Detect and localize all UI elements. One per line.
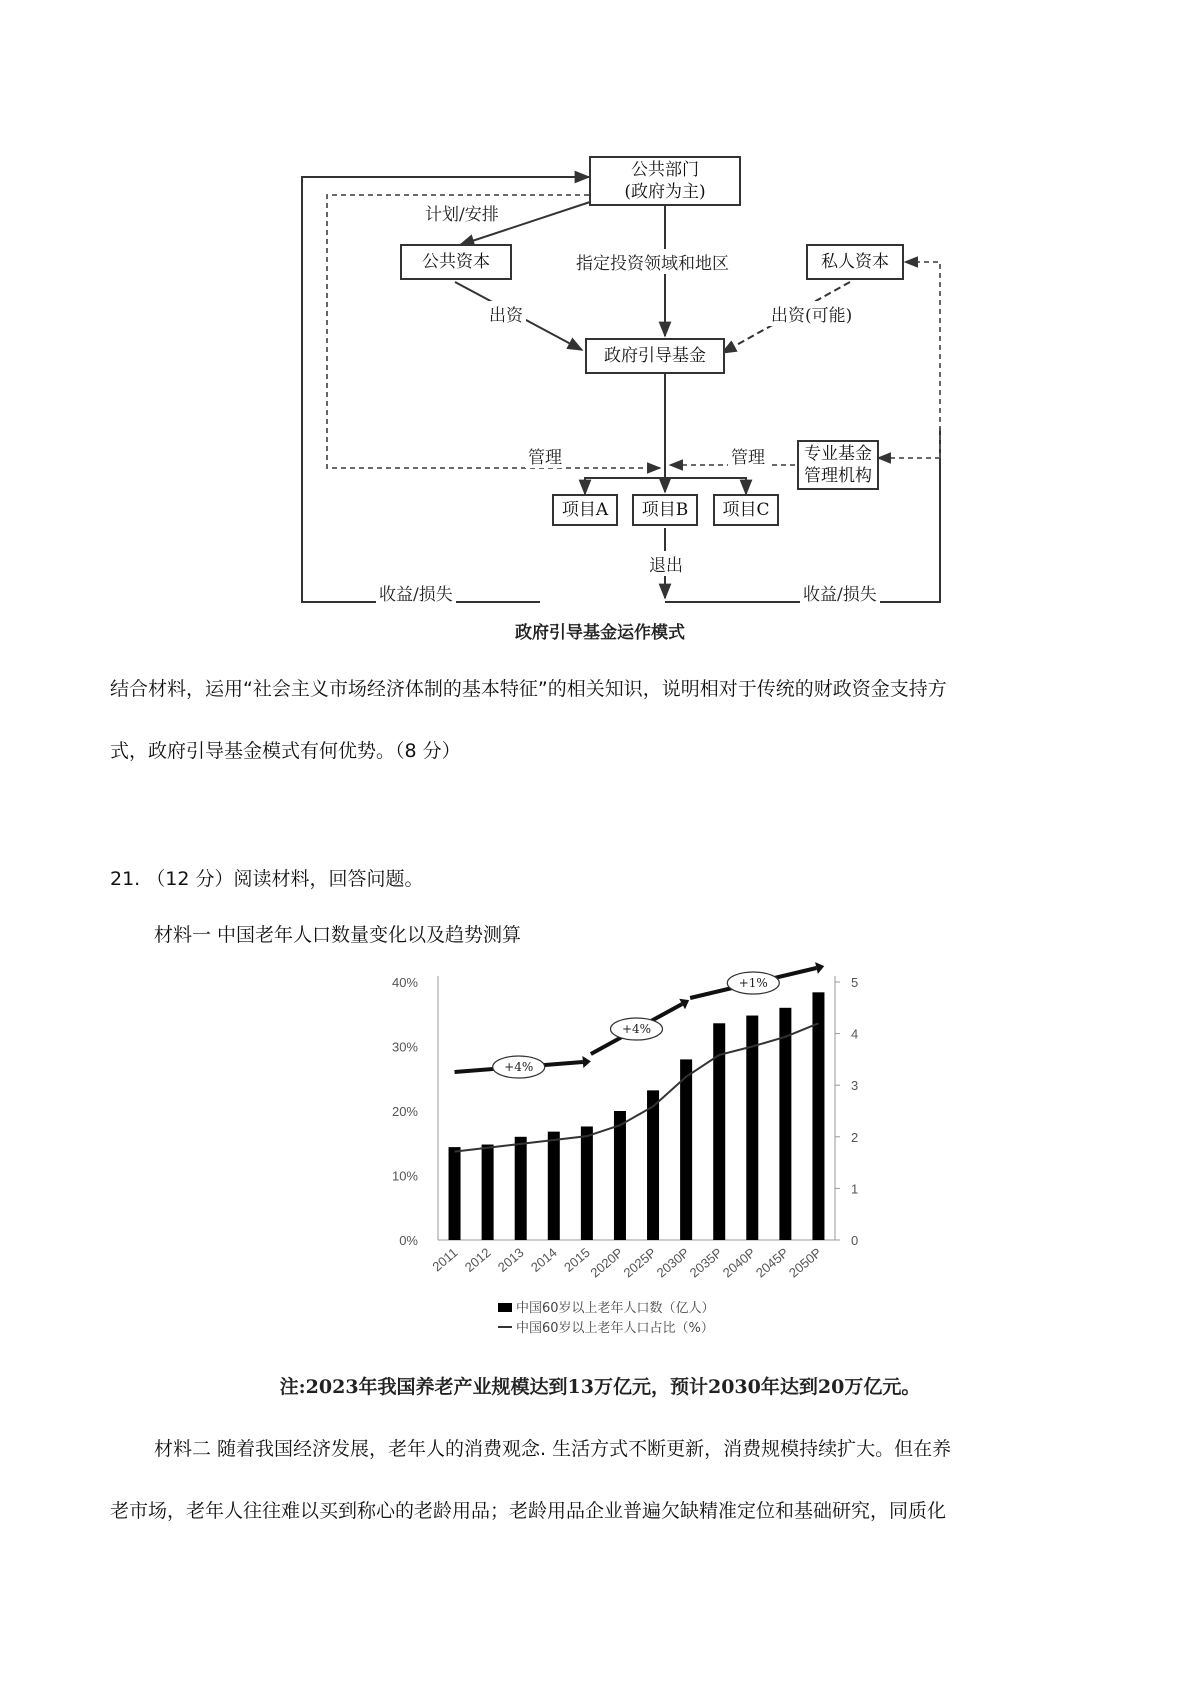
growth-annotation: +4% bbox=[621, 1022, 652, 1036]
box-project-c bbox=[713, 494, 779, 526]
category-label: 2015 bbox=[561, 1244, 593, 1275]
label-exit: 退出 bbox=[646, 551, 686, 576]
bar bbox=[779, 1008, 791, 1240]
material2-line2: 老市场，老年人往往难以买到称心的老龄用品；老龄用品企业普遍欠缺精准定位和基础研究，同质化 bbox=[110, 1500, 947, 1522]
category-label: 2014 bbox=[527, 1244, 560, 1275]
box-project-b bbox=[632, 494, 698, 526]
left-tick-label: 10% bbox=[391, 1168, 418, 1184]
right-tick-label: 5 bbox=[851, 975, 859, 990]
bar bbox=[515, 1137, 527, 1240]
box-public-capital bbox=[400, 244, 512, 280]
bar bbox=[614, 1111, 626, 1240]
left-tick-label: 40% bbox=[391, 975, 418, 990]
right-tick-label: 4 bbox=[851, 1026, 859, 1042]
bar bbox=[482, 1145, 494, 1240]
bar bbox=[548, 1132, 560, 1240]
project-c-label: 项目C bbox=[722, 500, 770, 520]
material1-title: 材料一 中国老年人口数量变化以及趋势测算 bbox=[154, 924, 522, 946]
legend-line-label: 中国60岁以上老年人口占比（%） bbox=[516, 1321, 714, 1336]
bar bbox=[647, 1090, 659, 1240]
public-capital-label: 公共资本 bbox=[422, 252, 490, 272]
private-capital-label: 私人资本 bbox=[821, 252, 889, 272]
fund-manager-line1: 专业基金 bbox=[804, 444, 872, 464]
label-return-left: 收益/损失 bbox=[376, 580, 456, 605]
flowchart-caption: 政府引导基金运作模式 bbox=[515, 623, 685, 643]
question21-header: 21. （12 分）阅读材料，回答问题。 bbox=[110, 868, 424, 890]
bar bbox=[746, 1016, 758, 1240]
box-private-capital bbox=[806, 244, 904, 280]
category-label: 2040P bbox=[719, 1244, 759, 1281]
elderly-population-chart bbox=[0, 960, 1200, 1340]
gov-fund-label: 政府引导基金 bbox=[604, 346, 706, 366]
category-label: 2013 bbox=[494, 1244, 527, 1275]
material2-line1: 材料二 随着我国经济发展，老年人的消费观念. 生活方式不断更新，消费规模持续扩大。但在养 bbox=[154, 1438, 952, 1460]
project-b-label: 项目B bbox=[641, 500, 689, 520]
label-manage-left: 管理 bbox=[525, 443, 565, 468]
box-public-sector bbox=[589, 156, 741, 206]
growth-annotation: +1% bbox=[738, 976, 768, 990]
fund-manager-line2: 管理机构 bbox=[804, 466, 872, 486]
flowchart bbox=[0, 0, 1200, 650]
line-series bbox=[455, 1023, 819, 1151]
trend-arrowhead bbox=[582, 1056, 590, 1068]
public-sector-line1: 公共部门 bbox=[631, 160, 699, 180]
project-a-label: 项目A bbox=[561, 500, 609, 520]
label-manage-right: 管理 bbox=[728, 443, 768, 468]
bar bbox=[449, 1147, 461, 1240]
dashed-right-loop bbox=[905, 262, 940, 458]
growth-annotation: +4% bbox=[504, 1060, 534, 1074]
category-label: 2011 bbox=[429, 1244, 461, 1275]
chart-note: 注:2023年我国养老产业规模达到13万亿元，预计2030年达到20万亿元。 bbox=[279, 1376, 921, 1398]
label-designate: 指定投资领域和地区 bbox=[573, 249, 732, 274]
bar bbox=[812, 992, 824, 1240]
category-label: 2025P bbox=[620, 1244, 659, 1281]
question20-line1: 结合材料，运用“社会主义市场经济体制的基本特征”的相关知识，说明相对于传统的财政资金支持方 bbox=[110, 678, 947, 700]
question20-line2: 式，政府引导基金模式有何优势。（8 分） bbox=[110, 740, 461, 762]
label-return-right: 收益/损失 bbox=[800, 580, 880, 605]
legend-bar-swatch bbox=[498, 1303, 512, 1312]
box-project-a bbox=[552, 494, 618, 526]
right-tick-label: 3 bbox=[851, 1078, 859, 1094]
flowchart-connectors bbox=[0, 0, 1200, 650]
category-label: 2035P bbox=[686, 1244, 726, 1281]
label-plan: 计划/安排 bbox=[422, 200, 502, 225]
right-tick-label: 2 bbox=[851, 1129, 859, 1145]
bar bbox=[581, 1126, 593, 1240]
category-label: 2020P bbox=[587, 1244, 626, 1281]
left-tick-label: 30% bbox=[391, 1039, 418, 1055]
legend-bar-label: 中国60岁以上老年人口数（亿人） bbox=[516, 1301, 715, 1316]
public-sector-line2: (政府为主) bbox=[624, 182, 706, 202]
category-label: 2050P bbox=[785, 1244, 825, 1281]
category-label: 2012 bbox=[461, 1244, 494, 1275]
label-invest-maybe: 出资(可能) bbox=[768, 301, 855, 326]
category-label: 2045P bbox=[752, 1244, 792, 1281]
dashed-manage-left bbox=[327, 195, 660, 468]
category-label: 2030P bbox=[653, 1244, 693, 1281]
left-tick-label: 20% bbox=[391, 1104, 418, 1119]
bar bbox=[680, 1059, 692, 1240]
label-invest: 出资 bbox=[486, 301, 526, 326]
right-tick-label: 0 bbox=[851, 1233, 859, 1248]
right-tick-label: 1 bbox=[851, 1181, 859, 1197]
box-gov-fund bbox=[585, 338, 725, 374]
box-fund-manager bbox=[797, 440, 879, 490]
return-loop-line bbox=[302, 177, 589, 602]
left-tick-label: 0% bbox=[399, 1233, 418, 1248]
